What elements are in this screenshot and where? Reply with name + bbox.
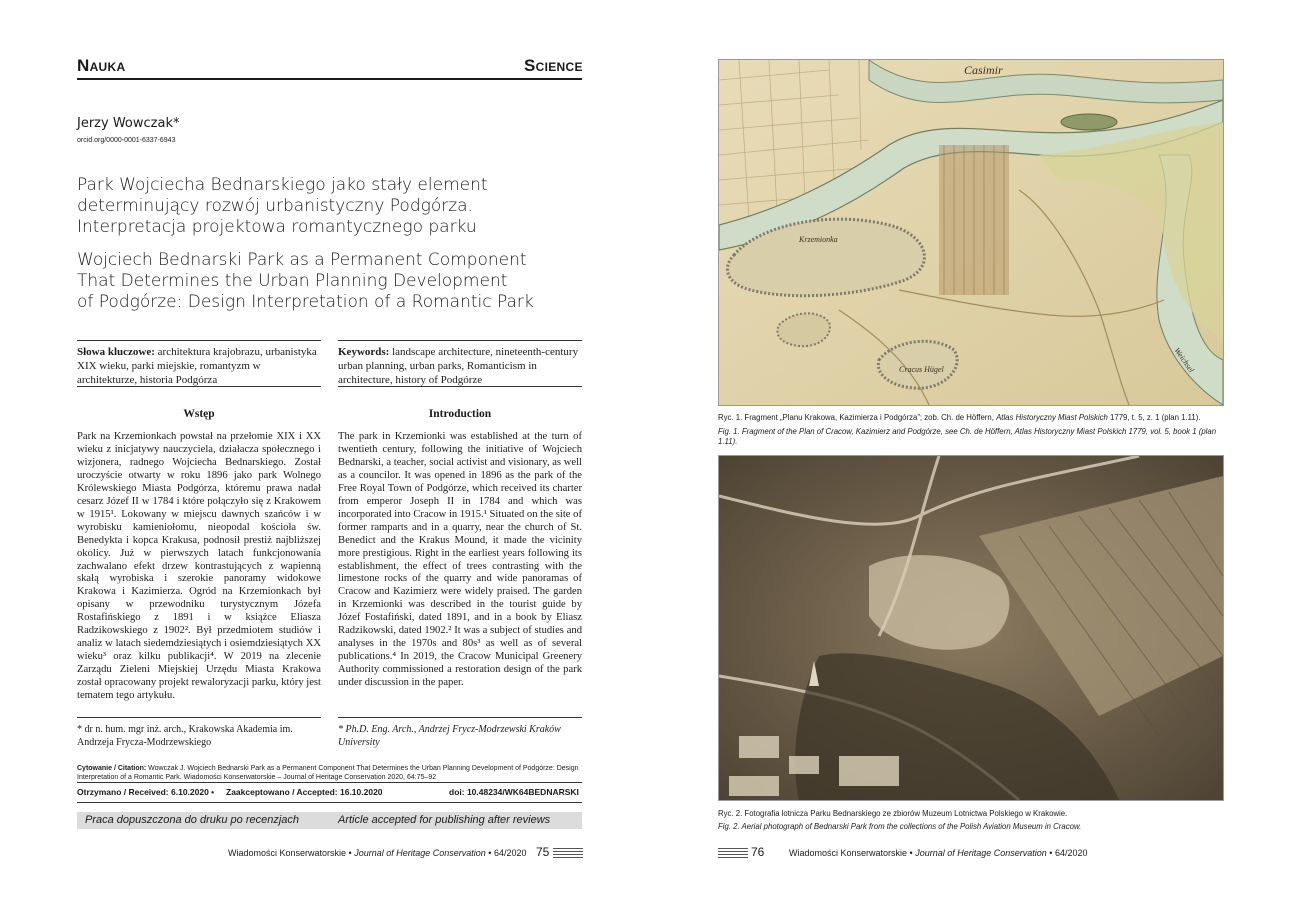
keywords-polish — [77, 340, 321, 387]
review-note-en: Article accepted for publishing after reviews — [338, 814, 551, 826]
body-text-pl: Park na Krzemionkach powstał na przełomie XIX i XX wieku z inicjatywy nauczyciela, działacza społecznego i wizjonera, radnego Wojciecha Bednarskiego. Został uroczyście otwarty w roku 1896 jako park Wolnego Królewskiego Miasta Podgórza, któremu prawa nadał cesarz Józef II w 1784 i które połączyło się z Krakowem w 1915¹. Lokowany w miejscu dawnych szańców i w wyrobisku kamieniołomu, nieopodal kościoła św. Benedykta i kopca Krakusa, podnosił prestiż najbliższej okolicy. Już w pierwszych latach funkcjonowania zachwalano efekt drzew kontrastujących z wapienną skałą wyrobiska i szerokie panoramy widokowe Krakowa i Kazimierza. Ogród na Krzemionkach był opisany w przewodniku turystycznym Józefa Rostafińskiego z 1891 i w książce Eliasza Radzikowskiego z 1902². Był przedmiotem studiów i analiz w latach siedemdziesiątych i osiemdziesiątych XX wieku³ oraz kilku publikacji⁴. W 2019 na zlecenie Zarządu Zieleni Miejskiej Urzędu Miasta Krakowa został opracowany projekt rewaloryzacji parku, który jest tematem tego artykułu. — [77, 431, 321, 702]
figure-1-caption-en: Fig. 1. Fragment of the Plan of Cracow, Kazimierz and Podgórze, see Ch. de Höffern, Atlas Historyczny Miast Polskich 1779, vol. 5, book 1 (plan 1.11). — [718, 427, 1217, 446]
footnote-rule — [77, 717, 321, 718]
footer-journal-en: Journal of Heritage Conservation — [354, 848, 486, 858]
aerial-photo-image — [719, 456, 1223, 800]
body-text-en: The park in Krzemionki was established at the turn of twentieth century, following the initiative of Wojciech Bednarski, a teacher, social activist and visionary, as well as a councilor. It was opened in 1896 as the park of the Free Royal Town of Podgórze, which received its charter from emperor Joseph II in 1784 and which was incorporated into Cracow in 1915.¹ Situated on the site of former ramparts and in a quarry, near the church of St. Benedict and the Krakus Mound, it made the vicinity more prestigious. Right in the earliest years following its establishment, the effect of trees contrasting with the limestone rocks of the quarry and wide panoramas of Cracow and Kazimierz were widely praised. The garden in Krzemionki was described in the tourist guide by Józef Fostafiński, dated 1891, and in a book by Eliasz Radzikowski, dated 1902.² It was a subject of studies and analyses in the 1970s and 80s³ as well as of several publications.⁴ In 2019, the Cracow Municipal Greenery Authority commissioned a restoration design of the park under discussion in the paper. — [338, 431, 582, 689]
title-en-line: of Podgórze: Design Interpretation of a Romantic Park — [77, 292, 534, 312]
dates-rule — [77, 782, 582, 783]
page-number-lines — [718, 848, 748, 860]
citation-text: Wowczak J. Wojciech Bednarski Park as a Permanent Component That Determines the Urban Planning Development of Podgórze: Design Interpretation of a Romantic Park. Wiadomości Konserwatorskie – Journal of Heritage Conservation 2020, 64:75–92 — [77, 765, 579, 781]
figure-2-caption-pl: Ryc. 2. Fotografia lotnicza Parku Bednarskiego ze zbiorów Muzeum Lotnictwa Polskiego w Krakowie. — [718, 809, 1068, 818]
doi-link[interactable]: doi: 10.48234/WK64BEDNARSKI — [449, 787, 579, 797]
footnote-en: * Ph.D. Eng. Arch., Andrzej Frycz-Modrzewski Kraków University — [338, 724, 561, 748]
historical-map-image — [719, 60, 1223, 405]
keywords-en-text: landscape architecture, nineteenth-century urban planning, urban parks, Romanticism in architecture, history of Podgórze — [338, 346, 579, 386]
title-pl-line: Park Wojciecha Bednarskiego jako stały element — [77, 175, 488, 195]
title-en-line: Wojciech Bednarski Park as a Permanent Component — [77, 250, 527, 270]
section-header-right: Science — [524, 56, 583, 75]
map-label-vistula: Weichsel — [1172, 345, 1196, 375]
section-heading-pl: Wstęp — [183, 408, 215, 420]
fig1-caption-pl-c: 1779, t. 5, z. 1 (plan 1.11). — [1107, 413, 1201, 422]
page-footer-right: Wiadomości Konserwatorskie • Journal of Heritage Conservation • 64/2020 — [789, 848, 1088, 858]
keywords-en-label: Keywords: — [338, 346, 390, 358]
fig1-caption-pl-a: Ryc. 1. Fragment „Planu Krakowa, Kazimierza i Podgórza”; zob. Ch. de Höffern, — [718, 413, 997, 422]
footer-journal: Wiadomości Konserwatorskie — [789, 848, 908, 858]
page-number-lines — [553, 848, 583, 860]
header-rule — [77, 78, 582, 80]
orcid-link[interactable]: orcid.org/0000-0001-6337-6943 — [77, 137, 176, 144]
figure-1-caption-pl — [718, 413, 1223, 423]
title-en-line: That Determines the Urban Planning Development — [77, 271, 508, 291]
footer-issue: • 64/2020 — [1049, 848, 1088, 858]
map-label-cracus-hill: Cracus Hügel — [899, 365, 944, 374]
review-banner — [77, 812, 582, 829]
keywords-pl-label: Słowa kluczowe: — [77, 346, 155, 358]
dates-rule — [77, 802, 582, 803]
section-header-left: Nauka — [77, 56, 126, 75]
citation — [77, 764, 582, 782]
accepted-date: Zaakceptowano / Accepted: 16.10.2020 — [226, 787, 383, 797]
author-name: Jerzy Wowczak* — [77, 116, 180, 131]
citation-label: Cytowanie / Citation: — [77, 765, 147, 772]
review-note-pl: Praca dopuszczona do druku po recenzjach — [85, 814, 300, 826]
keywords-english — [338, 340, 582, 387]
title-pl-line: Interpretacja projektowa romantycznego parku — [77, 217, 477, 237]
page-number-left: 75 — [536, 845, 550, 859]
footer-journal-en: Journal of Heritage Conservation — [915, 848, 1047, 858]
page-footer-left: Wiadomości Konserwatorskie • Journal of Heritage Conservation • 64/2020 — [228, 848, 527, 858]
figure-2-aerial-photo — [718, 455, 1224, 801]
footnote-rule — [338, 717, 582, 718]
title-english — [77, 250, 582, 313]
footer-issue: • 64/2020 — [488, 848, 527, 858]
keywords-pl-text: architektura krajobrazu, urbanistyka XIX wieku, parki miejskie, romantyzm w architekturze, historia Podgórza — [77, 346, 317, 386]
figure-2-caption-en: Fig. 2. Aerial photograph of Bednarski Park from the collections of the Polish Aviation Museum in Cracow. — [718, 822, 1082, 831]
fig1-caption-pl-b: Atlas Historyczny Miast Polskich — [996, 413, 1108, 422]
footnote-pl: * dr n. hum. mgr inż. arch., Krakowska Akademia im. Andrzeja Frycza-Modrzewskiego — [77, 724, 293, 748]
figure-1-historical-map — [718, 59, 1224, 406]
page-number-right: 76 — [751, 845, 765, 859]
map-label-krzemionka: Krzemionka — [799, 235, 838, 244]
footer-journal: Wiadomości Konserwatorskie — [228, 848, 347, 858]
title-pl-line: determinujący rozwój urbanistyczny Podgórza. — [77, 196, 473, 216]
received-date: Otrzymano / Received: 6.10.2020 • — [77, 787, 215, 797]
section-heading-en: Introduction — [428, 408, 492, 420]
title-polish — [77, 175, 582, 238]
map-label-casimir: Casimir — [964, 63, 1003, 77]
